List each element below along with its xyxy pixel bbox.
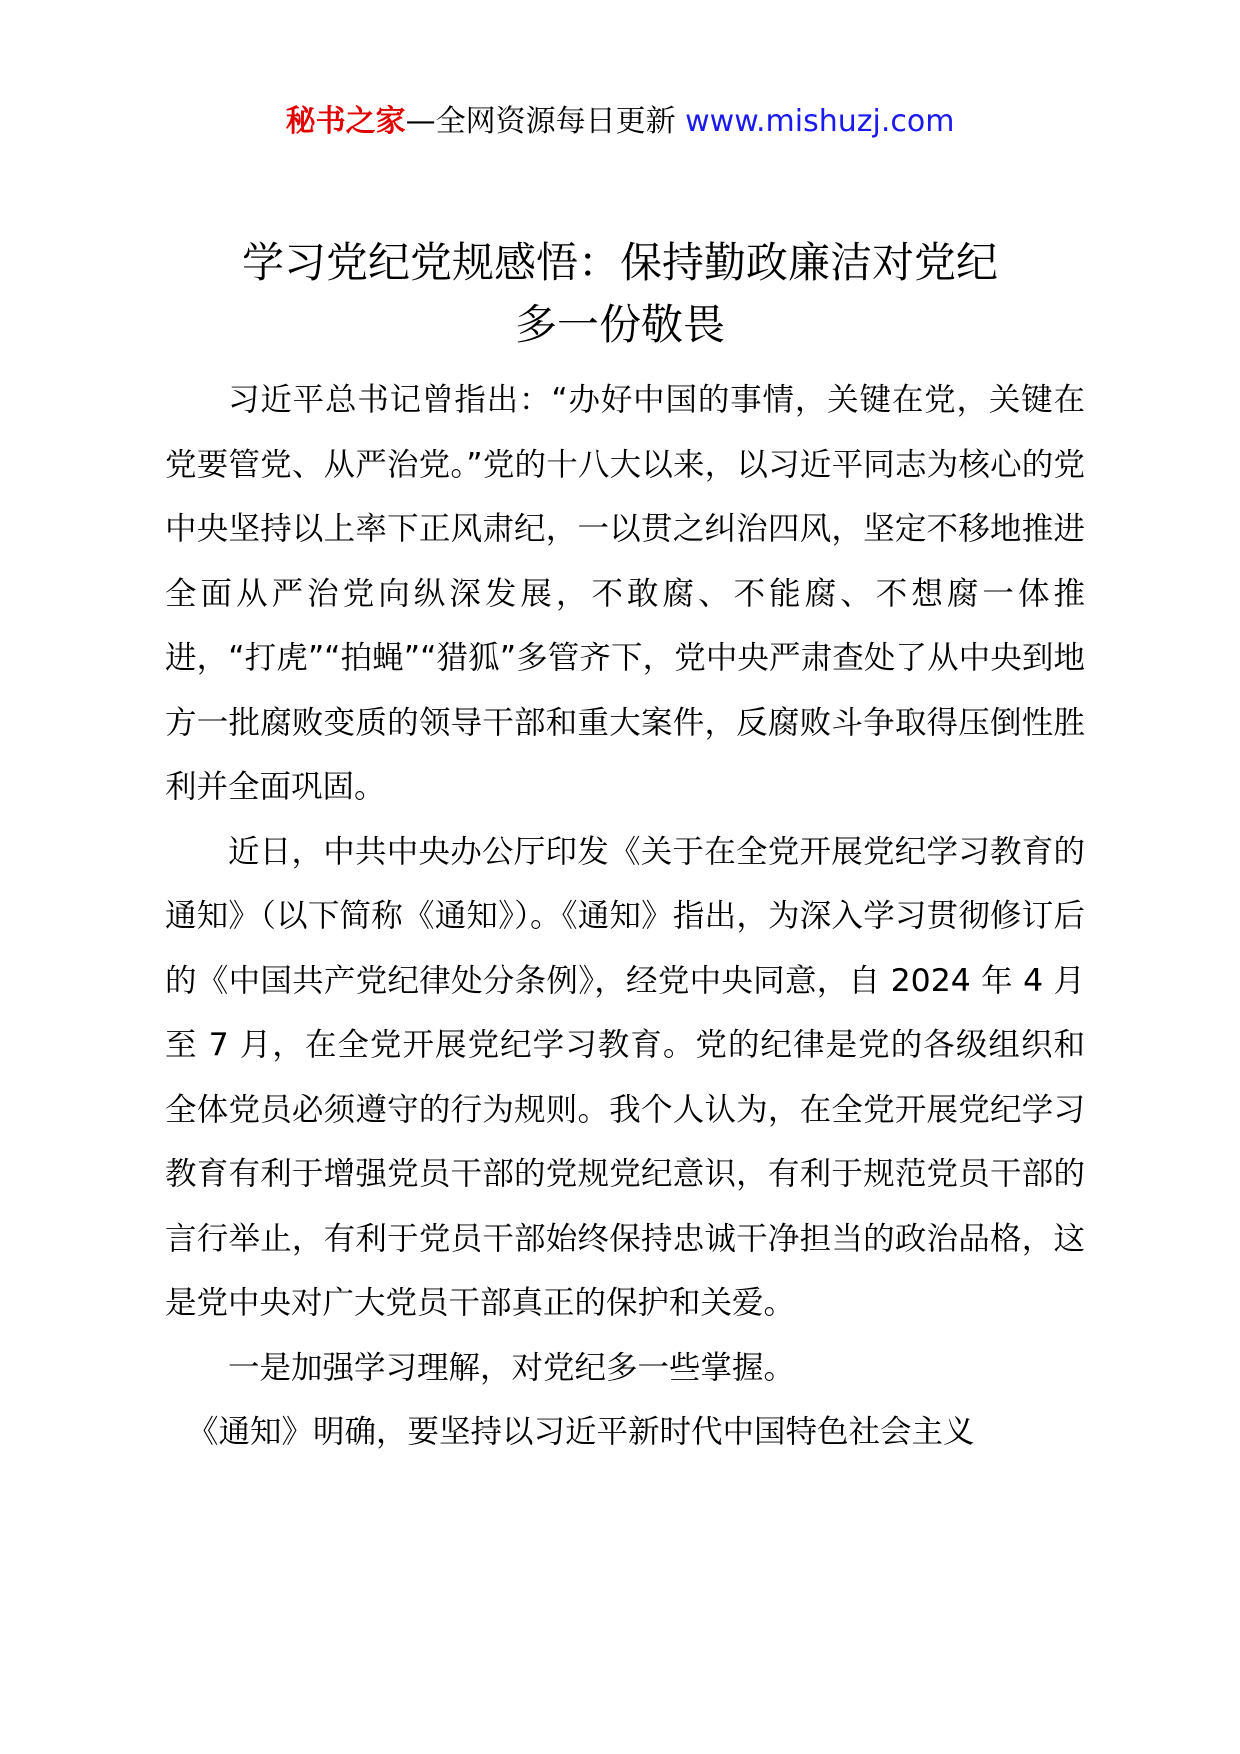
document-title-line-1: 学习党纪党规感悟：保持勤政廉洁对党纪 — [241, 238, 998, 287]
document-title-line-2: 多一份敬畏 — [514, 300, 725, 349]
site-slogan: —全网资源每日更新 — [405, 104, 676, 139]
document-title — [150, 232, 1090, 356]
site-header — [0, 100, 1240, 144]
body-paragraph-4: 《通知》明确，要坚持以习近平新时代中国特色社会主义 — [187, 1414, 975, 1450]
body-paragraph-3: 一是加强学习理解，对党纪多一些掌握。 — [228, 1349, 796, 1386]
document-body — [165, 368, 1085, 1465]
body-paragraph-1: 习近平总书记曾指出：“办好中国的事情，关键在党，关键在党要管党、从严治党。”党的十八大以来，以习近平同志为核心的党中央坚持以上率下正风肃纪，一以贯之纠治四风，坚定不移地推进全面从严治党向纵深发展，不敢腐、不能腐、不想腐一体推进，“打虎”“拍蝇”“猎狐”多管齐下，党中央严肃查处了从中央到地方一批腐败变质的领导干部和重大案件，反腐败斗争取得压倒性胜利并全面巩固。 — [165, 382, 1085, 805]
site-url-link[interactable]: www.mishuzj.com — [685, 104, 955, 139]
body-paragraph-2: 近日，中共中央办公厅印发《关于在全党开展党纪学习教育的通知》（以下简称《通知》）。《通知》指出，为深入学习贯彻修订后的《中国共产党纪律处分条例》，经党中央同意，自 2024 年 4 月至 7 月，在全党开展党纪学习教育。党的纪律是党的各级组织和全体党员必须遵守的行为规则。我个人认为，在全党开展党纪学习教育有利于增强党员干部的党规党纪意识，有利于规范党员干部的言行举止，有利于党员干部始终保持忠诚干净担当的政治品格，这是党中央对广大党员干部真正的保护和关爱。 — [165, 833, 1085, 1321]
site-brand: 秘书之家 — [285, 104, 406, 139]
